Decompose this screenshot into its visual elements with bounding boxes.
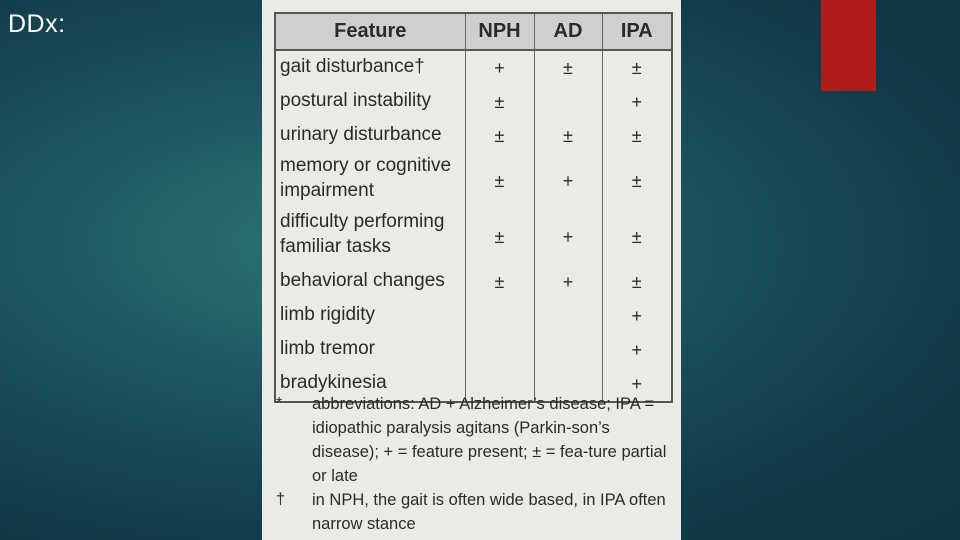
ipa-cell: ±: [602, 153, 672, 209]
feature-cell: limb rigidity: [280, 304, 376, 325]
table-row: [275, 119, 672, 153]
table-row: [275, 333, 672, 367]
ad-cell: +: [534, 153, 602, 209]
nph-cell: [465, 333, 534, 367]
ad-cell: ±: [534, 50, 602, 85]
scanned-table-image: [262, 0, 681, 540]
ipa-cell: ±: [602, 119, 672, 153]
table-header-row: [275, 13, 672, 50]
table-row: [275, 299, 672, 333]
feature-cell: behavioral changes: [280, 270, 445, 291]
ipa-cell: +: [602, 299, 672, 333]
table-row: [275, 153, 672, 209]
feature-cell: memory or cognitive impairment: [280, 155, 452, 201]
footnote-abbreviations: [276, 392, 676, 488]
ad-cell: +: [534, 209, 602, 265]
feature-cell: limb tremor: [280, 338, 376, 359]
footnote-text: in NPH, the gait is often wide based, in IPA often narrow stance: [312, 491, 666, 533]
ipa-cell: +: [602, 333, 672, 367]
nph-cell: ±: [465, 153, 534, 209]
nph-cell: ±: [465, 209, 534, 265]
table-row: [275, 209, 672, 265]
ipa-cell: ±: [602, 265, 672, 299]
ddx-table: [274, 12, 673, 403]
ipa-cell: +: [602, 367, 672, 402]
accent-bar: [821, 0, 876, 91]
ad-cell: +: [534, 265, 602, 299]
header-ipa: IPA: [602, 13, 672, 50]
nph-cell: [465, 299, 534, 333]
ad-cell: ±: [534, 119, 602, 153]
table-row: [275, 50, 672, 85]
nph-cell: +: [465, 50, 534, 85]
header-ad: AD: [534, 13, 602, 50]
nph-cell: ±: [465, 119, 534, 153]
header-feature: Feature: [275, 13, 465, 50]
footnotes: [276, 392, 676, 536]
ipa-cell: ±: [602, 209, 672, 265]
ipa-cell: ±: [602, 50, 672, 85]
ad-cell: [534, 85, 602, 119]
ad-cell: [534, 299, 602, 333]
nph-cell: ±: [465, 265, 534, 299]
nph-cell: ±: [465, 85, 534, 119]
slide-title: DDx:: [8, 10, 66, 38]
ad-cell: [534, 333, 602, 367]
header-nph: NPH: [465, 13, 534, 50]
feature-cell: bradykinesia: [280, 372, 387, 393]
feature-cell: gait disturbance†: [280, 56, 425, 77]
table-row: [275, 265, 672, 299]
feature-cell: urinary disturbance: [280, 124, 442, 145]
footnote-text: abbreviations: AD + Alzheimer’s disease; IPA = idiopathic paralysis agitans (Parkin-son’s disease); + = feature present; ± = fea-ture partial or late: [312, 395, 667, 485]
ipa-cell: +: [602, 85, 672, 119]
footnote-symbol: †: [276, 491, 285, 508]
table-row: [275, 85, 672, 119]
footnote-gait: [276, 488, 676, 536]
feature-cell: difficulty performing familiar tasks: [280, 211, 445, 257]
footnote-symbol: *: [276, 395, 283, 412]
feature-cell: postural instability: [280, 90, 432, 111]
